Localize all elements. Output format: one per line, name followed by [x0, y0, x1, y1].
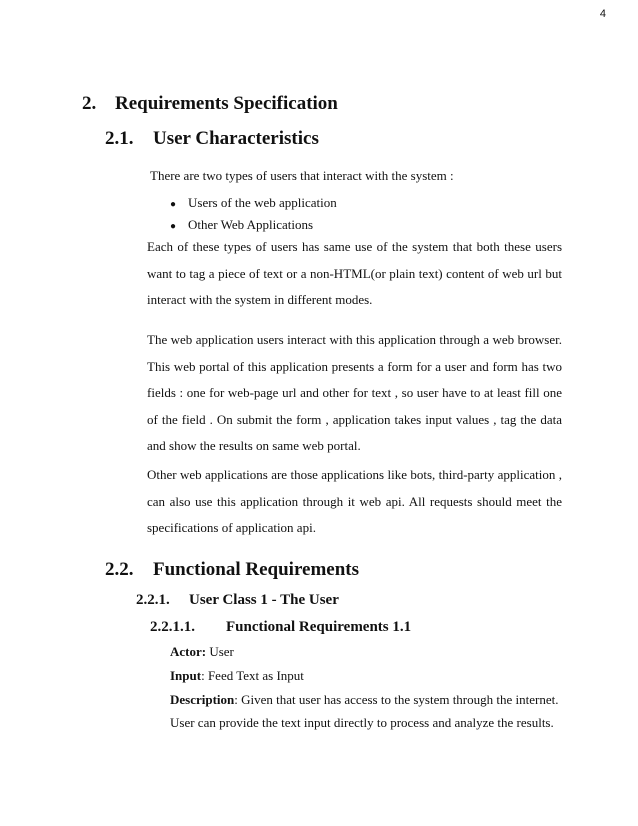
functional-requirement-title: Functional Requirements 1.1 — [226, 619, 412, 635]
paragraph: The web application users interact with this application through a web browser. This web portal of this application presents a form for a user and form has two fields : one for web-page url and other for text , so user have to at least fill one of the field . On submit the form , application takes input values , tag the data and show the results on same web portal. — [147, 332, 562, 454]
paragraph: Each of these types of users has same use of the system that both these users want to tag a piece of text or a non-HTML(or plain text) content of web url but interact with the system in different modes. — [147, 239, 562, 308]
bullet-item — [170, 195, 337, 211]
subsection-number: 2.2. — [105, 559, 134, 580]
bullet-text: Users of the web application — [188, 195, 337, 210]
bullet-item — [170, 217, 313, 233]
functional-requirement-number: 2.2.1.1. — [150, 619, 195, 635]
bullet-icon: ● — [170, 221, 177, 232]
subsection-title: Functional Requirements — [153, 559, 360, 580]
description-label: Description — [170, 692, 235, 707]
input-label: Input — [170, 668, 202, 683]
input-value: : Feed Text as Input — [201, 668, 304, 683]
user-class-title: User Class 1 - The User — [189, 592, 339, 608]
section-number: 2. — [82, 93, 97, 114]
bullet-icon: ● — [170, 199, 177, 210]
subsection-heading-functional-requirements — [105, 559, 359, 581]
bullet-text: Other Web Applications — [188, 217, 314, 232]
description-line — [170, 692, 558, 708]
actor-line — [170, 644, 234, 660]
section-heading — [82, 93, 338, 115]
functional-requirement-heading — [150, 619, 411, 636]
user-class-heading — [136, 592, 339, 609]
subsection-heading-user-characteristics — [105, 128, 319, 150]
actor-label: Actor: — [170, 644, 207, 659]
paragraph: Other web applications are those applications like bots, third-party application , can also use this application through it web api. All requests should meet the specifications of application api. — [147, 467, 562, 536]
section-title: Requirements Specification — [115, 93, 338, 114]
description-continuation: User can provide the text input directly to process and analyze the results. — [170, 715, 554, 730]
page-number: 4 — [599, 8, 606, 20]
input-line — [170, 668, 304, 684]
user-class-number: 2.2.1. — [136, 592, 170, 608]
subsection-number: 2.1. — [105, 128, 134, 149]
description-value: : Given that user has access to the system through the internet. — [234, 692, 559, 707]
subsection-title: User Characteristics — [153, 128, 319, 149]
intro-text: There are two types of users that interact with the system : — [150, 168, 454, 183]
actor-value: User — [206, 644, 234, 659]
